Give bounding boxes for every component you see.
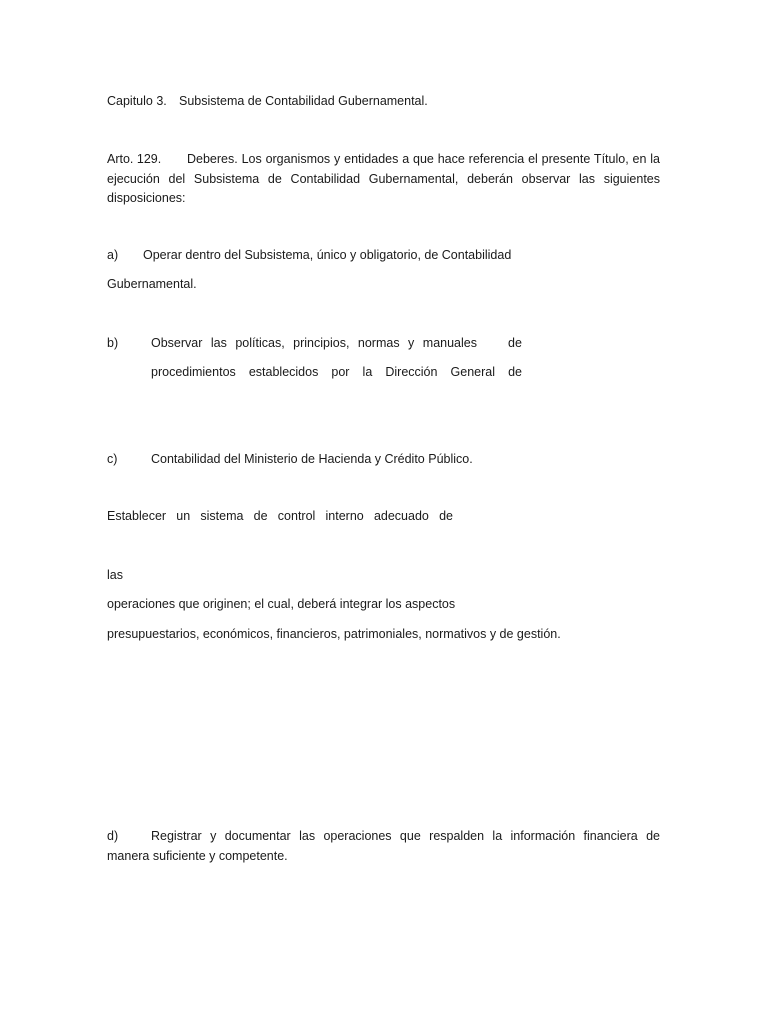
item-b-line-1-tail: de	[508, 336, 522, 350]
item-d-line-2: manera suficiente y competente.	[107, 849, 288, 863]
article-line-2: ejecución del Subsistema de Contabilidad Gubernamental, deberán observar las siguientes	[107, 172, 660, 186]
item-b-line-1: Observar las políticas, principios, normas y manuales	[151, 336, 477, 350]
item-d-line-1: Registrar y documentar las operaciones que respalden la información financiera de	[151, 829, 660, 843]
chapter-label: Capitulo 3.	[107, 94, 167, 108]
item-c-marker: c)	[107, 452, 118, 466]
establecer-line-1: Establecer un sistema de control interno adecuado de	[107, 509, 453, 523]
establecer-line-3: operaciones que originen; el cual, deberá integrar los aspectos	[107, 597, 456, 611]
establecer-line-4: presupuestarios, económicos, financieros, patrimoniales, normativos y de gestión.	[107, 627, 561, 641]
item-b-marker: b)	[107, 336, 119, 350]
article-line-3: disposiciones:	[107, 191, 186, 205]
article-number: Arto. 129.	[107, 152, 162, 166]
item-a-line-2: Gubernamental.	[107, 277, 197, 291]
chapter-title: Subsistema de Contabilidad Gubernamental.	[179, 94, 428, 108]
item-d-marker: d)	[107, 829, 119, 843]
item-b-line-2: procedimientos establecidos por la Dirección General de	[151, 365, 522, 379]
item-c-line-1: Contabilidad del Ministerio de Hacienda y Crédito Público.	[151, 452, 473, 466]
item-a-marker: a)	[107, 248, 119, 262]
item-a-line-1: Operar dentro del Subsistema, único y obligatorio, de Contabilidad	[143, 248, 512, 262]
article-line-1: Deberes. Los organismos y entidades a que hace referencia el presente Título, en la	[187, 152, 660, 166]
establecer-line-2: las	[107, 568, 123, 582]
chapter-heading	[107, 93, 428, 109]
